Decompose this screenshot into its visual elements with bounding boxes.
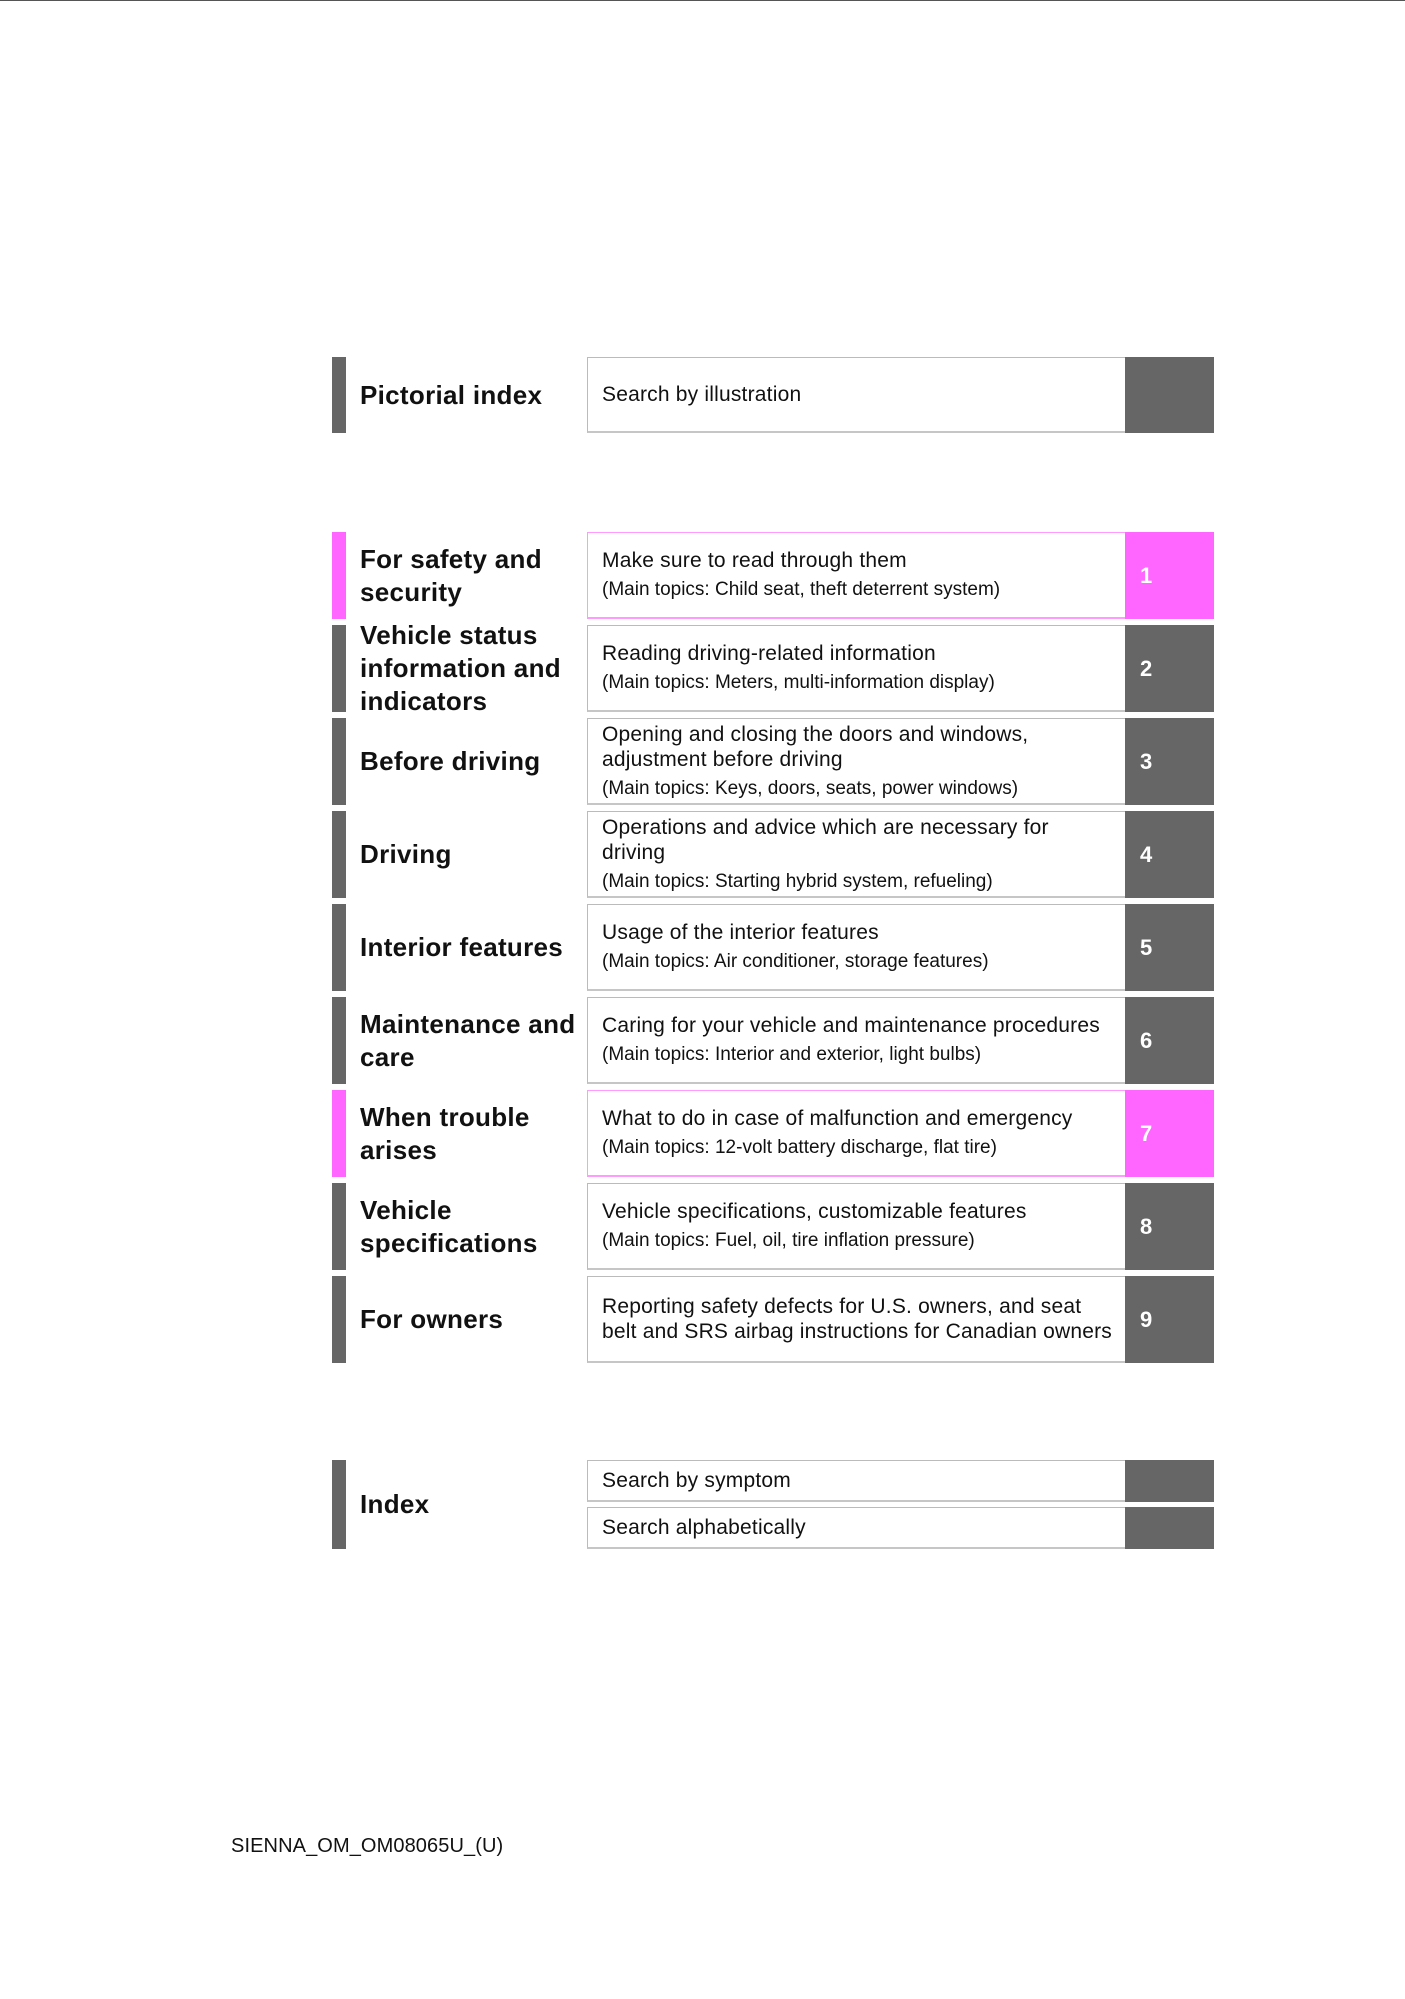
chapter-description-box xyxy=(587,532,1125,619)
section-bar xyxy=(332,1090,346,1177)
chapter-description: Reporting safety defects for U.S. owners, and seat belt and SRS airbag instructions for Canadian owners xyxy=(602,1295,1113,1343)
chapter-main-topics: (Main topics: Fuel, oil, tire inflation pressure) xyxy=(602,1230,975,1251)
pictorial-index-row[interactable] xyxy=(332,357,1214,433)
chapter-description: Vehicle specifications, customizable features xyxy=(602,1200,1027,1223)
chapter-description-box xyxy=(587,1276,1125,1363)
section-bar xyxy=(332,357,346,433)
chapter-number-tab[interactable]: 1 xyxy=(1125,532,1214,619)
pictorial-index-title: Pictorial index xyxy=(360,379,543,410)
chapter-row-7[interactable] xyxy=(332,1090,1214,1177)
pictorial-index-description: Search by illustration xyxy=(602,383,802,406)
chapter-row-5[interactable] xyxy=(332,904,1214,991)
chapter-main-topics: (Main topics: Meters, multi-information display) xyxy=(602,672,995,693)
section-bar xyxy=(332,997,346,1084)
chapter-title: Vehicle specifications xyxy=(360,1194,538,1258)
chapter-main-topics: (Main topics: Keys, doors, seats, power windows) xyxy=(602,777,1019,799)
chapter-description: Make sure to read through them xyxy=(602,549,907,572)
chapter-number-tab[interactable]: 8 xyxy=(1125,1183,1214,1270)
chapter-number-tab[interactable]: 3 xyxy=(1125,718,1214,805)
chapter-number-tab[interactable]: 6 xyxy=(1125,997,1214,1084)
chapter-number-tab[interactable]: 4 xyxy=(1125,811,1214,898)
section-bar xyxy=(332,532,346,619)
chapter-title: Maintenance and care xyxy=(360,1008,576,1072)
chapter-row-6[interactable] xyxy=(332,997,1214,1084)
section-bar xyxy=(332,904,346,991)
chapter-title: Vehicle status information and indicators xyxy=(360,620,561,716)
chapter-description: What to do in case of malfunction and emergency xyxy=(602,1107,1073,1130)
search-alphabetically-link[interactable]: Search alphabetically xyxy=(587,1507,1125,1549)
pictorial-index-tab[interactable] xyxy=(1125,357,1214,433)
chapter-description: Opening and closing the doors and windows, adjustment before driving xyxy=(602,722,1029,771)
chapter-row-2[interactable] xyxy=(332,620,1214,716)
chapter-main-topics: (Main topics: Child seat, theft deterrent system) xyxy=(602,579,1001,600)
chapter-row-1[interactable] xyxy=(332,532,1214,619)
index-row xyxy=(332,1460,1214,1549)
chapter-description: Operations and advice which are necessary for driving xyxy=(602,815,1049,864)
chapter-row-9[interactable] xyxy=(332,1276,1214,1363)
chapter-main-topics: (Main topics: Interior and exterior, light bulbs) xyxy=(602,1044,982,1065)
chapter-title: Interior features xyxy=(360,932,564,962)
chapter-description-box xyxy=(587,1090,1125,1177)
pictorial-index-description-box xyxy=(587,357,1125,433)
section-bar xyxy=(332,811,346,898)
section-bar xyxy=(332,718,346,805)
chapter-title: For owners xyxy=(360,1304,504,1334)
chapter-description-box xyxy=(587,904,1125,991)
section-bar xyxy=(332,625,346,712)
section-bar xyxy=(332,1276,346,1363)
chapter-number-tab[interactable]: 9 xyxy=(1125,1276,1214,1363)
chapter-description-box xyxy=(587,997,1125,1084)
chapter-title: Before driving xyxy=(360,746,541,776)
chapter-description-box xyxy=(587,625,1125,712)
chapter-number-tab[interactable]: 5 xyxy=(1125,904,1214,991)
chapter-description-box xyxy=(587,718,1125,805)
chapter-description: Usage of the interior features xyxy=(602,921,879,944)
chapter-main-topics: (Main topics: 12-volt battery discharge, flat tire) xyxy=(602,1137,997,1158)
index-title: Index xyxy=(360,1489,430,1519)
search-alphabetically-tab[interactable] xyxy=(1125,1507,1214,1549)
chapter-title: Driving xyxy=(360,839,452,869)
chapter-description: Caring for your vehicle and maintenance procedures xyxy=(602,1014,1100,1037)
chapter-main-topics: (Main topics: Starting hybrid system, refueling) xyxy=(602,870,993,892)
document-code: SIENNA_OM_OM08065U_(U) xyxy=(231,1835,504,1857)
chapter-description: Reading driving-related information xyxy=(602,642,936,665)
chapter-number-tab[interactable]: 7 xyxy=(1125,1090,1214,1177)
section-bar xyxy=(332,1460,346,1549)
chapter-row-3[interactable] xyxy=(332,718,1214,805)
search-by-symptom-tab[interactable] xyxy=(1125,1460,1214,1502)
search-by-symptom-link[interactable]: Search by symptom xyxy=(587,1460,1125,1502)
chapter-title: For safety and security xyxy=(360,543,542,607)
chapter-row-4[interactable] xyxy=(332,811,1214,898)
chapter-description-box xyxy=(587,811,1125,898)
chapter-number-tab[interactable]: 2 xyxy=(1125,625,1214,712)
chapter-title: When trouble arises xyxy=(360,1101,530,1165)
chapter-main-topics: (Main topics: Air conditioner, storage features) xyxy=(602,951,989,972)
top-rule xyxy=(0,0,1405,1)
chapter-description-box xyxy=(587,1183,1125,1270)
chapter-row-8[interactable] xyxy=(332,1183,1214,1270)
section-bar xyxy=(332,1183,346,1270)
